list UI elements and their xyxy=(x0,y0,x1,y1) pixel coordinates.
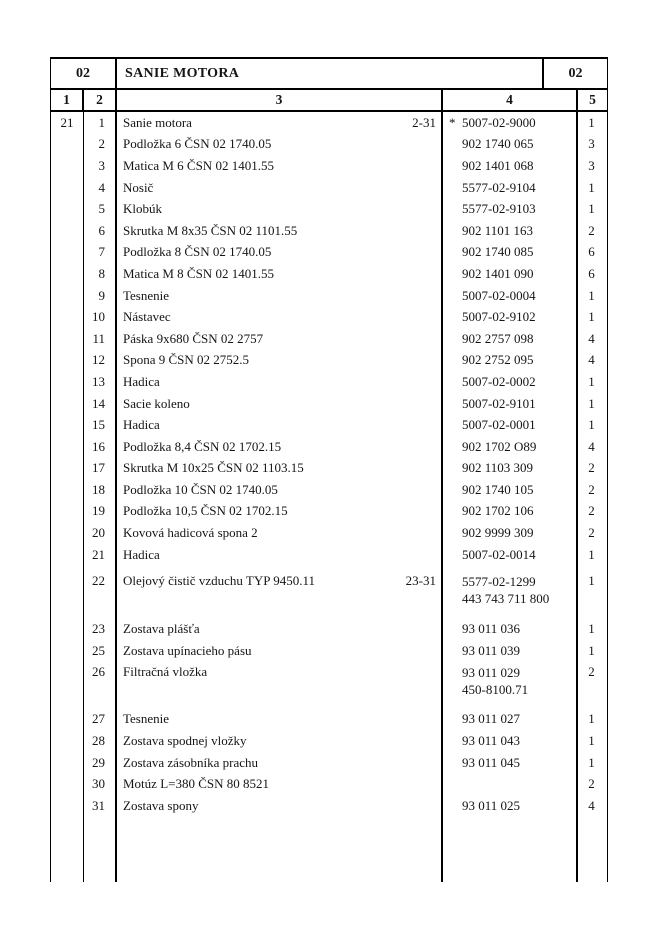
cell-part-number xyxy=(441,266,576,282)
table-row xyxy=(51,414,607,436)
cell-part-number xyxy=(441,503,576,519)
table-row xyxy=(51,662,607,700)
cell-quantity: 1 xyxy=(588,417,595,433)
table-row xyxy=(51,436,607,458)
part-name-text: Podložka 10,5 ČSN 02 1702.15 xyxy=(123,503,288,519)
cell-part-number xyxy=(441,374,576,390)
part-number-text: 5007-02-0004 xyxy=(462,287,536,303)
cell-position-number: 29 xyxy=(92,754,105,770)
cell-position-number: 17 xyxy=(92,460,105,476)
table-row xyxy=(51,795,607,817)
part-name-text: Páska 9x680 ČSN 02 2757 xyxy=(123,330,264,346)
cell-position-number: 9 xyxy=(98,287,105,303)
cell-part-name xyxy=(115,798,441,814)
cell-quantity: 1 xyxy=(588,309,595,325)
table-row xyxy=(51,263,607,285)
part-number-text: 5007-02-0002 xyxy=(462,373,536,389)
table-row xyxy=(51,306,607,328)
column-divider xyxy=(576,112,578,882)
part-number-text: 902 1740 085 xyxy=(462,244,534,260)
column-divider xyxy=(115,112,117,882)
table-row xyxy=(51,522,607,544)
part-number-text: 902 2752 095 xyxy=(462,352,534,368)
cell-position-number: 6 xyxy=(98,222,105,238)
part-name-text: Podložka 8 ČSN 02 1740.05 xyxy=(123,244,272,260)
column-header-5: 5 xyxy=(589,92,596,107)
part-number-text: 5007-02-9102 xyxy=(462,309,536,325)
column-header-4: 4 xyxy=(443,90,578,110)
cell-part-number xyxy=(441,417,576,433)
cell-quantity: 4 xyxy=(588,330,595,346)
cell-part-name xyxy=(115,180,441,196)
table-row xyxy=(51,177,607,199)
cell-quantity: 4 xyxy=(588,352,595,368)
cell-quantity: 1 xyxy=(588,114,595,130)
position-range-ref: 23-31 xyxy=(405,572,436,588)
cell-series-number xyxy=(51,662,83,665)
table-row xyxy=(51,730,607,752)
cell-part-name xyxy=(115,570,441,589)
cell-part-number xyxy=(441,115,576,131)
cell-position-number: 21 xyxy=(92,546,105,562)
part-number-alt-text: 450-8100.71 xyxy=(462,682,529,698)
cell-quantity: 1 xyxy=(588,179,595,195)
cell-part-name xyxy=(115,396,441,412)
cell-position-number: 1 xyxy=(98,114,105,130)
cell-part-number xyxy=(441,621,576,637)
table-title-row xyxy=(51,59,607,90)
part-name-text: Spona 9 ČSN 02 2752.5 xyxy=(123,352,250,368)
cell-position-number: 13 xyxy=(92,373,105,389)
cell-position-number: 12 xyxy=(92,352,105,368)
cell-quantity: 3 xyxy=(588,157,595,173)
part-name-text: Sacie koleno xyxy=(123,395,190,411)
table-row xyxy=(51,371,607,393)
part-number-text: 902 1401 068 xyxy=(462,157,534,173)
cell-part-number xyxy=(441,570,576,607)
cell-position-number: 18 xyxy=(92,481,105,497)
part-name-text: Zostava spony xyxy=(123,797,199,813)
part-name-text: Zostava upínacieho pásu xyxy=(123,642,252,658)
cell-part-name xyxy=(115,439,441,455)
cell-quantity: 2 xyxy=(588,664,595,680)
part-name-text: Tesnenie xyxy=(123,287,170,303)
asterisk-marker: * xyxy=(449,114,456,130)
cell-part-number xyxy=(441,158,576,174)
cell-position-number: 25 xyxy=(92,642,105,658)
cell-position-number: 31 xyxy=(92,797,105,813)
cell-position-number: 15 xyxy=(92,417,105,433)
cell-part-name xyxy=(115,136,441,152)
column-header-2: 2 xyxy=(84,90,117,110)
table-row xyxy=(51,242,607,264)
cell-part-name xyxy=(115,547,441,563)
table-row xyxy=(51,393,607,415)
cell-position-number: 2 xyxy=(98,136,105,152)
cell-part-name xyxy=(115,288,441,304)
cell-position-number: 14 xyxy=(92,395,105,411)
group-number-right: 02 xyxy=(542,59,607,88)
column-header-1: 1 xyxy=(51,90,84,110)
part-number-text: 93 011 025 xyxy=(462,797,521,813)
cell-part-name xyxy=(115,482,441,498)
column-header-3: 3 xyxy=(117,90,443,110)
table-row xyxy=(51,479,607,501)
cell-position-number: 10 xyxy=(92,309,105,325)
cell-part-number xyxy=(441,643,576,659)
table-row xyxy=(51,752,607,774)
cell-part-name xyxy=(115,525,441,541)
cell-part-name xyxy=(115,643,441,659)
part-number-text: 902 1101 163 xyxy=(462,222,534,238)
part-name-text: Nástavec xyxy=(123,309,171,325)
cell-part-number xyxy=(441,755,576,771)
part-number-text: 902 1401 090 xyxy=(462,265,534,281)
column-divider xyxy=(83,112,84,882)
part-number-text: 902 1740 105 xyxy=(462,481,534,497)
part-number-text: 5577-02-1299 xyxy=(462,573,536,589)
part-name-text: Hadica xyxy=(123,373,160,389)
part-name-text: Tesnenie xyxy=(123,711,170,727)
part-number-text: 93 011 045 xyxy=(462,754,521,770)
table-row xyxy=(51,570,607,608)
cell-position-number: 30 xyxy=(92,776,105,792)
part-number-alt-text: 443 743 711 800 xyxy=(462,590,550,606)
cell-part-number xyxy=(441,223,576,239)
column-header-row xyxy=(51,90,607,112)
cell-part-name xyxy=(115,621,441,637)
cell-part-number xyxy=(441,460,576,476)
table-row xyxy=(51,350,607,372)
part-name-text: Kovová hadicová spona 2 xyxy=(123,525,258,541)
cell-part-number xyxy=(441,525,576,541)
table-body xyxy=(51,112,607,882)
cell-position-number: 4 xyxy=(98,179,105,195)
part-name-text: Hadica xyxy=(123,417,160,433)
cell-quantity: 1 xyxy=(588,642,595,658)
table-row xyxy=(51,709,607,731)
cell-quantity: 2 xyxy=(588,776,595,792)
table-row xyxy=(51,773,607,795)
cell-part-name xyxy=(115,776,441,792)
part-number-text: 93 011 039 xyxy=(462,642,521,658)
cell-part-number xyxy=(441,662,576,699)
cell-quantity: 3 xyxy=(588,136,595,152)
part-number-text: 5007-02-0014 xyxy=(462,546,536,562)
cell-part-number xyxy=(441,439,576,455)
part-number-text: 902 1702 106 xyxy=(462,503,534,519)
cell-position-number: 26 xyxy=(92,664,105,680)
cell-quantity: 1 xyxy=(588,373,595,389)
cell-part-name xyxy=(115,711,441,727)
part-name-text: Podložka 6 ČSN 02 1740.05 xyxy=(123,136,272,152)
cell-part-number xyxy=(441,309,576,325)
part-name-text: Sanie motora xyxy=(123,114,192,130)
part-name-text: Podložka 10 ČSN 02 1740.05 xyxy=(123,481,278,497)
cell-series-number xyxy=(51,570,83,573)
cell-part-number xyxy=(441,733,576,749)
cell-position-number: 7 xyxy=(98,244,105,260)
part-number-text: 902 1740 065 xyxy=(462,136,534,152)
cell-part-name xyxy=(115,309,441,325)
part-number-text: 93 011 043 xyxy=(462,733,521,749)
cell-quantity: 4 xyxy=(588,797,595,813)
cell-part-name xyxy=(115,755,441,771)
part-name-text: Podložka 8,4 ČSN 02 1702.15 xyxy=(123,438,282,454)
cell-part-name xyxy=(115,662,441,681)
cell-part-number xyxy=(441,352,576,368)
cell-part-number xyxy=(441,798,576,814)
table-row xyxy=(51,618,607,640)
cell-part-name xyxy=(115,374,441,390)
cell-position-number: 22 xyxy=(92,572,105,588)
cell-part-name xyxy=(115,460,441,476)
cell-part-name xyxy=(115,733,441,749)
table-row xyxy=(51,458,607,480)
parts-table xyxy=(50,57,608,882)
part-name-text: Filtračná vložka xyxy=(123,664,208,680)
cell-part-number xyxy=(441,244,576,260)
part-name-text: Zostava spodnej vložky xyxy=(123,733,247,749)
cell-position-number: 19 xyxy=(92,503,105,519)
part-number-text: 5007-02-9000 xyxy=(462,114,536,130)
cell-position-number: 27 xyxy=(92,711,105,727)
cell-quantity: 2 xyxy=(588,503,595,519)
group-number-left: 02 xyxy=(51,59,117,88)
cell-position-number: 16 xyxy=(92,438,105,454)
page-title: SANIE MOTORA xyxy=(125,65,240,81)
part-number-text: 93 011 029 xyxy=(462,665,521,681)
table-row xyxy=(51,134,607,156)
cell-quantity: 1 xyxy=(588,733,595,749)
cell-part-name xyxy=(115,266,441,282)
cell-position-number: 8 xyxy=(98,265,105,281)
part-name-text: Matica M 6 ČSN 02 1401.55 xyxy=(123,157,274,173)
part-number-text: 5007-02-0001 xyxy=(462,417,536,433)
cell-part-number xyxy=(441,331,576,347)
part-name-text: Hadica xyxy=(123,546,160,562)
table-row xyxy=(51,285,607,307)
part-name-text: Olejový čistič vzduchu TYP 9450.11 xyxy=(123,572,315,588)
cell-part-number xyxy=(441,180,576,196)
cell-quantity: 2 xyxy=(588,222,595,238)
cell-quantity: 1 xyxy=(588,546,595,562)
cell-position-number: 20 xyxy=(92,525,105,541)
cell-quantity: 1 xyxy=(588,754,595,770)
cell-position-number: 11 xyxy=(92,330,105,346)
cell-position-number: 3 xyxy=(98,157,105,173)
cell-series-number: 21 xyxy=(60,114,74,130)
part-name-text: Skrutka M 8x35 ČSN 02 1101.55 xyxy=(123,222,298,238)
cell-part-number xyxy=(441,482,576,498)
cell-position-number: 5 xyxy=(98,201,105,217)
part-name-text: Nosič xyxy=(123,179,154,195)
cell-part-name xyxy=(115,115,441,131)
cell-part-number xyxy=(441,547,576,563)
table-row xyxy=(51,198,607,220)
part-number-text: 902 1103 309 xyxy=(462,460,534,476)
cell-part-name xyxy=(115,352,441,368)
part-number-text: 93 011 027 xyxy=(462,711,521,727)
table-row xyxy=(51,220,607,242)
part-number-text: 5577-02-9103 xyxy=(462,201,536,217)
part-number-text: 902 1702 O89 xyxy=(462,438,537,454)
cell-part-name xyxy=(115,331,441,347)
cell-part-name xyxy=(115,244,441,260)
cell-quantity: 1 xyxy=(588,395,595,411)
part-number-text: 5577-02-9104 xyxy=(462,179,536,195)
part-name-text: Zostava plášťa xyxy=(123,621,200,637)
cell-quantity: 1 xyxy=(588,621,595,637)
cell-quantity: 1 xyxy=(588,711,595,727)
part-number-text: 902 9999 309 xyxy=(462,525,534,541)
part-number-text: 5007-02-9101 xyxy=(462,395,536,411)
part-name-text: Zostava zásobníka prachu xyxy=(123,754,259,770)
cell-position-number: 23 xyxy=(92,621,105,637)
part-name-text: Klobúk xyxy=(123,201,162,217)
cell-part-number xyxy=(441,711,576,727)
cell-quantity: 4 xyxy=(588,438,595,454)
cell-part-name xyxy=(115,417,441,433)
table-row xyxy=(51,544,607,566)
part-name-text: Matica M 8 ČSN 02 1401.55 xyxy=(123,265,274,281)
part-number-text: 93 011 036 xyxy=(462,621,521,637)
table-row xyxy=(51,640,607,662)
cell-part-name xyxy=(115,158,441,174)
cell-part-number xyxy=(441,136,576,152)
cell-quantity: 2 xyxy=(588,460,595,476)
cell-quantity: 2 xyxy=(588,481,595,497)
table-row xyxy=(51,112,607,134)
table-row xyxy=(51,501,607,523)
part-name-text: Motúz L=380 ČSN 80 8521 xyxy=(123,776,270,792)
part-number-text: 902 2757 098 xyxy=(462,330,534,346)
cell-quantity: 1 xyxy=(588,201,595,217)
cell-part-number xyxy=(441,201,576,217)
cell-part-name xyxy=(115,201,441,217)
cell-quantity: 1 xyxy=(588,572,595,588)
cell-part-name xyxy=(115,223,441,239)
table-row xyxy=(51,155,607,177)
cell-quantity: 6 xyxy=(588,244,595,260)
part-name-text: Skrutka M 10x25 ČSN 02 1103.15 xyxy=(123,460,304,476)
table-row xyxy=(51,328,607,350)
cell-position-number: 28 xyxy=(92,733,105,749)
cell-quantity: 1 xyxy=(588,287,595,303)
cell-part-number xyxy=(441,396,576,412)
cell-quantity: 6 xyxy=(588,265,595,281)
cell-part-number xyxy=(441,288,576,304)
cell-part-name xyxy=(115,503,441,519)
position-range-ref: 2-31 xyxy=(412,114,436,130)
cell-quantity: 2 xyxy=(588,525,595,541)
